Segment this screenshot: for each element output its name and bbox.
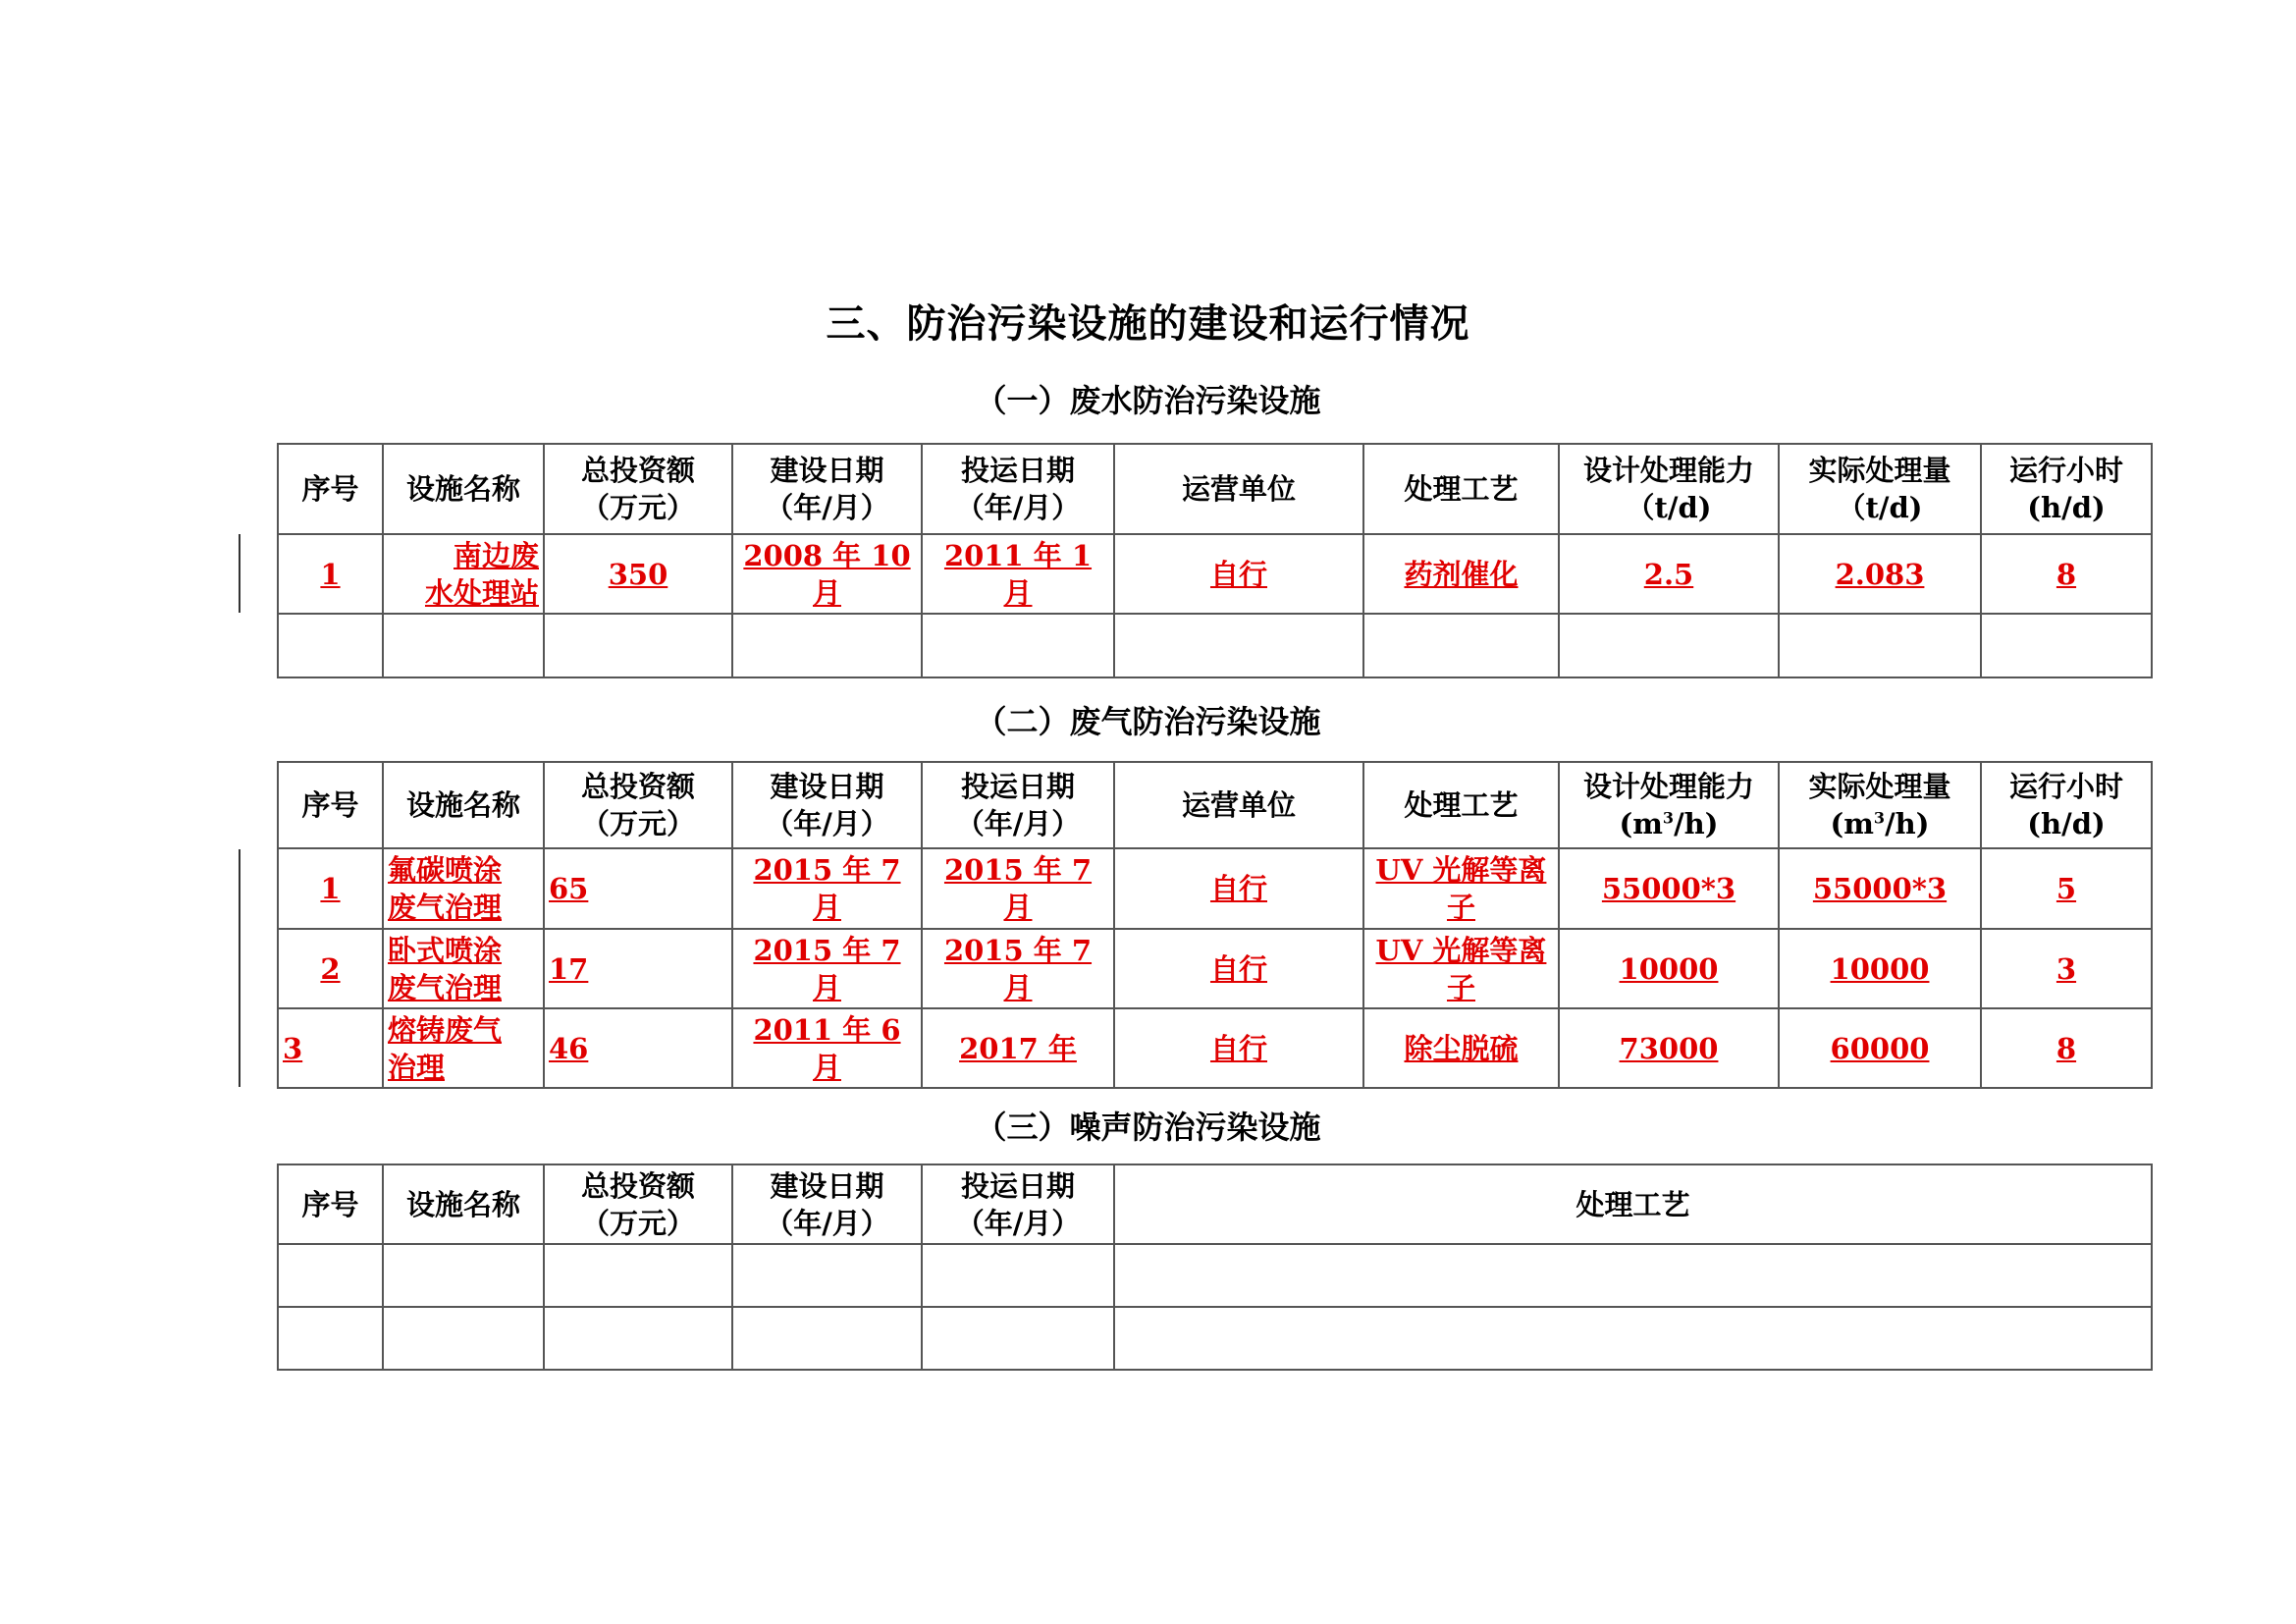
header-hours: 运行小时 (h/d)	[1981, 444, 2152, 534]
header-actual-volume: 实际处理量 （t/d)	[1779, 444, 1981, 534]
cell-design-capacity: 10000	[1559, 929, 1779, 1008]
cell-process: 除尘脱硫	[1363, 1008, 1559, 1088]
header-name: 设施名称	[383, 762, 544, 848]
noise-table	[277, 1164, 2153, 1371]
cell-build-date: 2015 年 7 月	[732, 929, 922, 1008]
cell-operator: 自行	[1114, 929, 1363, 1008]
cell-hours: 5	[1981, 848, 2152, 929]
cell-seq: 1	[278, 848, 383, 929]
cell-hours: 8	[1981, 1008, 2152, 1088]
header-process: 处理工艺	[1363, 444, 1559, 534]
cell-name: 卧式喷涂 废气治理	[383, 929, 544, 1008]
cell-name: 氟碳喷涂 废气治理	[383, 848, 544, 929]
cell-hours: 8	[1981, 534, 2152, 614]
cell-operator: 自行	[1114, 534, 1363, 614]
cell-process: UV 光解等离 子	[1363, 848, 1559, 929]
cell-actual-volume: 55000*3	[1779, 848, 1981, 929]
cell-run-date: 2015 年 7 月	[922, 848, 1114, 929]
cell-process: UV 光解等离 子	[1363, 929, 1559, 1008]
cell-invest: 350	[544, 534, 732, 614]
header-build-date: 建设日期 （年/月）	[732, 1164, 922, 1244]
table-header-row	[278, 762, 2152, 848]
cell-name: 熔铸废气 治理	[383, 1008, 544, 1088]
header-operator: 运营单位	[1114, 762, 1363, 848]
table-row	[278, 534, 2152, 614]
cell-design-capacity: 2.5	[1559, 534, 1779, 614]
header-build-date: 建设日期 （年/月）	[732, 762, 922, 848]
table-header-row	[278, 1164, 2152, 1244]
header-seq: 序号	[278, 444, 383, 534]
header-operator: 运营单位	[1114, 444, 1363, 534]
page-title: 三、防治污染设施的建设和运行情况	[826, 300, 1470, 347]
cell-actual-volume: 10000	[1779, 929, 1981, 1008]
cell-build-date: 2011 年 6 月	[732, 1008, 922, 1088]
cell-seq: 2	[278, 929, 383, 1008]
table-row	[278, 1008, 2152, 1088]
table-row	[278, 848, 2152, 929]
cell-seq: 1	[278, 534, 383, 614]
table-row-empty	[278, 1244, 2152, 1307]
cell-operator: 自行	[1114, 1008, 1363, 1088]
revision-bar	[239, 849, 240, 1087]
wastegas-table	[277, 761, 2153, 1089]
table-row-empty	[278, 614, 2152, 677]
header-invest: 总投资额 （万元）	[544, 1164, 732, 1244]
header-process: 处理工艺	[1363, 762, 1559, 848]
cell-invest: 46	[544, 1008, 732, 1088]
header-run-date: 投运日期 （年/月）	[922, 444, 1114, 534]
cell-seq: 3	[278, 1008, 383, 1088]
table-header-row	[278, 444, 2152, 534]
noise-subtitle: （三）噪声防治污染设施	[975, 1109, 1321, 1146]
cell-design-capacity: 73000	[1559, 1008, 1779, 1088]
cell-design-capacity: 55000*3	[1559, 848, 1779, 929]
header-invest: 总投资额 （万元）	[544, 762, 732, 848]
wastewater-subtitle: （一）废水防治污染设施	[975, 382, 1321, 419]
header-actual-volume: 实际处理量 $(m^3/h)$	[1779, 762, 1981, 848]
wastegas-subtitle: （二）废气防治污染设施	[975, 703, 1321, 740]
cell-actual-volume: 60000	[1779, 1008, 1981, 1088]
cell-name: 南边废 水处理站	[383, 534, 544, 614]
header-invest: 总投资额 （万元）	[544, 444, 732, 534]
cell-run-date: 2011 年 1 月	[922, 534, 1114, 614]
cell-actual-volume: 2.083	[1779, 534, 1981, 614]
cell-operator: 自行	[1114, 848, 1363, 929]
cell-build-date: 2008 年 10 月	[732, 534, 922, 614]
cell-build-date: 2015 年 7 月	[732, 848, 922, 929]
header-process: 处理工艺	[1114, 1164, 2152, 1244]
cell-invest: 17	[544, 929, 732, 1008]
header-name: 设施名称	[383, 1164, 544, 1244]
header-hours: 运行小时 (h/d)	[1981, 762, 2152, 848]
cell-run-date: 2015 年 7 月	[922, 929, 1114, 1008]
header-seq: 序号	[278, 762, 383, 848]
header-name: 设施名称	[383, 444, 544, 534]
cell-hours: 3	[1981, 929, 2152, 1008]
table-row-empty	[278, 1307, 2152, 1370]
header-design-capacity: 设计处理能力 （t/d)	[1559, 444, 1779, 534]
header-build-date: 建设日期 （年/月）	[732, 444, 922, 534]
cell-invest: 65	[544, 848, 732, 929]
revision-bar	[239, 534, 240, 613]
cell-run-date: 2017 年	[922, 1008, 1114, 1088]
header-run-date: 投运日期 （年/月）	[922, 1164, 1114, 1244]
header-seq: 序号	[278, 1164, 383, 1244]
cell-process: 药剂催化	[1363, 534, 1559, 614]
wastewater-table	[277, 443, 2153, 678]
table-row	[278, 929, 2152, 1008]
header-design-capacity: 设计处理能力 $(m^3/h)$	[1559, 762, 1779, 848]
header-run-date: 投运日期 （年/月）	[922, 762, 1114, 848]
